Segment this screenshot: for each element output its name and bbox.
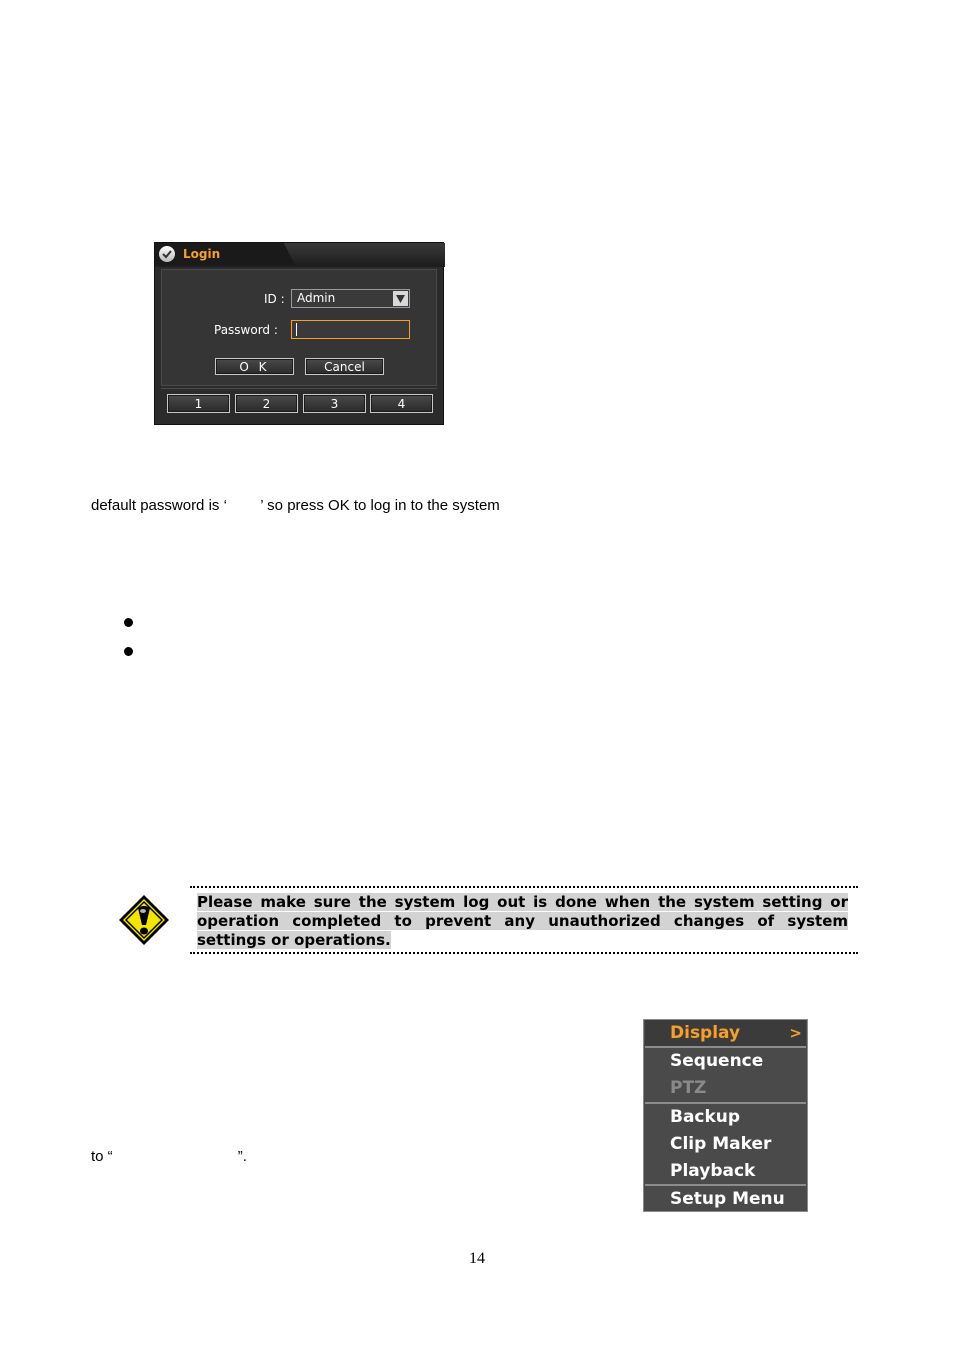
- login-title: Login: [183, 247, 221, 261]
- page-number: 14: [469, 1250, 485, 1267]
- password-label: Password :: [214, 323, 278, 337]
- password-input[interactable]: [291, 320, 410, 339]
- bullet-point: [124, 618, 133, 627]
- caution-note-text: Please make sure the system log out is done when the system setting or operation completed to prevent any unauthorized changes of system settings or operations.: [197, 893, 848, 949]
- chevron-right-icon: >: [789, 1024, 802, 1042]
- bullet-point: [124, 647, 133, 656]
- menu-item-backup[interactable]: Backup: [670, 1107, 741, 1127]
- menu-item-playback[interactable]: Playback: [670, 1161, 756, 1181]
- caution-icon: [118, 894, 170, 946]
- caution-note-box: [190, 886, 858, 954]
- menu-item-setup-menu[interactable]: Setup Menu: [670, 1189, 785, 1209]
- to-paragraph: to “ ”.: [91, 1148, 247, 1165]
- context-menu: [643, 1019, 808, 1212]
- numpad-button-4[interactable]: 4: [370, 394, 433, 413]
- numpad-button-1[interactable]: 1: [167, 394, 230, 413]
- menu-item-clip-maker[interactable]: Clip Maker: [670, 1134, 772, 1154]
- id-label: ID :: [264, 292, 285, 306]
- cancel-button[interactable]: Cancel: [305, 358, 384, 375]
- ok-button[interactable]: O K: [215, 358, 294, 375]
- numpad-button-3[interactable]: 3: [303, 394, 366, 413]
- chevron-down-icon[interactable]: [393, 291, 408, 306]
- id-select[interactable]: [291, 289, 410, 308]
- text-caret: [296, 323, 297, 336]
- menu-item-sequence[interactable]: Sequence: [670, 1051, 764, 1071]
- login-dialog: [154, 242, 444, 425]
- login-titlebar: [155, 243, 445, 267]
- menu-item-ptz: PTZ: [670, 1078, 707, 1098]
- login-title-tab: [155, 243, 295, 265]
- checkmark-icon: [159, 246, 175, 262]
- id-select-value: Admin: [297, 291, 336, 305]
- password-paragraph: default password is ‘ ’ so press OK to log in to the system: [91, 497, 500, 514]
- menu-item-display[interactable]: Display >: [645, 1020, 806, 1047]
- numpad-button-2[interactable]: 2: [235, 394, 298, 413]
- numpad-row: [161, 388, 437, 419]
